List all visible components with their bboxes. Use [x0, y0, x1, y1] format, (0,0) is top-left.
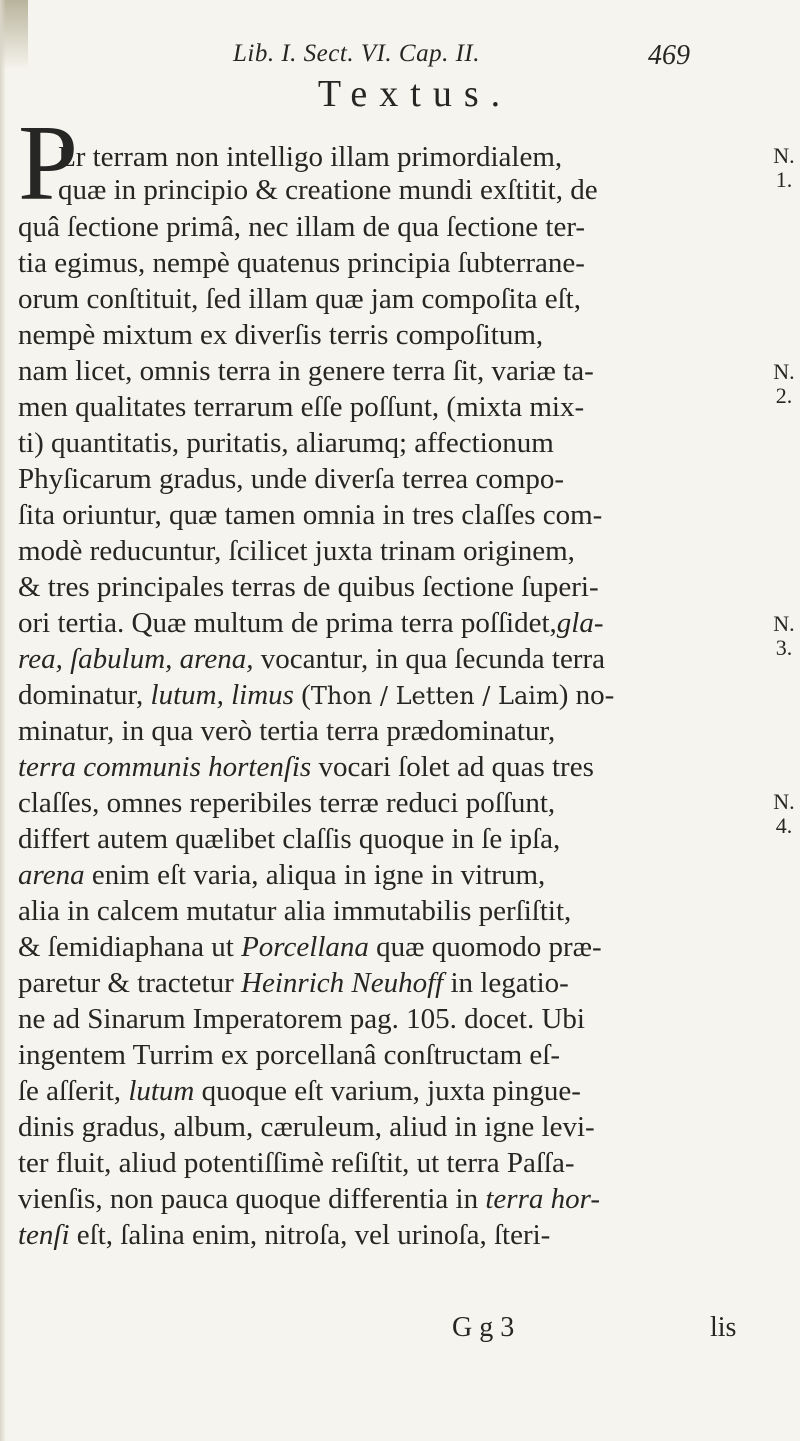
- text-segment: quæ quomodo præ-: [368, 931, 602, 963]
- text-line: ne ad Sinarum Imperatorem pag. 105. docet. Ubi: [18, 1003, 585, 1035]
- marginal-number: 3.: [775, 635, 793, 660]
- text-line: Er terram non intelligo illam primordialem,: [58, 141, 563, 173]
- text-line: claſſes, omnes reperibiles terræ reduci poſſunt,: [18, 787, 556, 819]
- text-segment: paretur & tractetur: [18, 967, 242, 999]
- section-title: Textus.: [317, 73, 513, 115]
- text-segment: eſt, ſalina enim, nitroſa, vel urinoſa, ſteri-: [69, 1219, 551, 1251]
- italic-segment: arena: [18, 859, 85, 891]
- text-line: men qualitates terrarum eſſe poſſunt, (mixta mix-: [18, 391, 585, 423]
- italic-segment: terra hor-: [485, 1183, 600, 1215]
- text-segment: vocantur, in qua ſecunda terra: [253, 643, 605, 675]
- text-segment: & ſemidiaphana ut: [18, 931, 242, 963]
- text-segment: vocari ſolet ad quas tres: [311, 751, 594, 783]
- italic-segment: lutum, limus: [150, 679, 294, 711]
- text-line: [18, 676, 614, 715]
- marginal-note: [768, 360, 800, 408]
- marginal-note: [768, 790, 800, 838]
- text-line: [18, 928, 602, 966]
- text-segment: ſe aſſerit,: [18, 1075, 129, 1107]
- italic-segment: tenſi: [18, 1219, 70, 1251]
- italic-segment: lutum: [128, 1075, 195, 1107]
- text-line: [18, 964, 569, 1002]
- text-line: [18, 640, 605, 678]
- text-line: [18, 604, 604, 642]
- text-line: [18, 1180, 600, 1218]
- drop-cap: P: [18, 104, 79, 223]
- page-number: 469: [648, 40, 690, 71]
- text-segment: quoque eſt varium, juxta pingue-: [194, 1075, 581, 1107]
- text-segment: ) no-: [558, 679, 615, 711]
- marginal-note: [768, 612, 800, 660]
- text-line: [18, 1216, 550, 1254]
- text-line: & tres principales terras de quibus ſectione ſuperi-: [18, 571, 599, 603]
- text-line: ſita oriuntur, quæ tamen omnia in tres claſſes com-: [18, 499, 603, 531]
- text-segment: dominatur,: [18, 679, 151, 711]
- signature-mark: G g 3: [452, 1312, 515, 1343]
- text-line: differt autem quælibet claſſis quoque in ſe ipſa,: [18, 823, 561, 855]
- text-line: Phyſicarum gradus, unde diverſa terrea compo-: [18, 463, 564, 495]
- italic-segment: rea, ſabulum, arena,: [18, 643, 254, 675]
- text-line: [18, 748, 594, 786]
- marginal-number: 1.: [775, 167, 793, 192]
- text-line: minatur, in qua verò tertia terra prædominatur,: [18, 715, 556, 747]
- marginal-note: [768, 144, 800, 192]
- italic-segment: Heinrich Neuhoff: [241, 967, 444, 999]
- text-line: ingentem Turrim ex porcellanâ conſtructam eſ-: [18, 1039, 560, 1071]
- marginal-label: N.: [773, 611, 795, 636]
- italic-segment: Porcellana: [241, 931, 369, 963]
- marginal-number: 2.: [775, 383, 793, 408]
- text-line: nam licet, omnis terra in genere terra ſit, variæ ta-: [18, 355, 594, 387]
- text-line: tia egimus, nempè quatenus principia ſubterrane-: [18, 247, 585, 279]
- marginal-number: 4.: [775, 813, 793, 838]
- running-title: Lib. I. Sect. VI. Cap. II.: [233, 40, 480, 67]
- text-line: modè reducuntur, ſcilicet juxta trinam originem,: [18, 535, 575, 567]
- text-line: dinis gradus, album, cæruleum, aliud in igne levi-: [18, 1111, 595, 1143]
- text-line: alia in calcem mutatur alia immutabilis perſiſtit,: [18, 895, 572, 927]
- text-line: orum conſtituit, ſed illam quæ jam compoſita eſt,: [18, 283, 581, 315]
- marginal-label: N.: [773, 359, 795, 384]
- text-segment: in legatio-: [443, 967, 569, 999]
- text-segment: enim eſt varia, aliqua in igne in vitrum,: [84, 859, 546, 891]
- text-line: [18, 1072, 581, 1110]
- marginal-label: N.: [773, 143, 795, 168]
- fraktur-segment: Thon / Letten / Laim: [310, 682, 559, 710]
- text-line: quâ ſectione primâ, nec illam de qua ſectione ter-: [18, 211, 586, 243]
- text-line: quæ in principio & creatione mundi exſtitit, de: [58, 174, 598, 206]
- italic-segment: terra communis hortenſis: [18, 751, 312, 783]
- text-line: ter fluit, aliud potentiſſimè reſiſtit, ut terra Paſſa-: [18, 1147, 575, 1179]
- page-edge-shadow: [0, 0, 6, 1441]
- text-segment: vienſis, non pauca quoque differentia in: [18, 1183, 486, 1215]
- text-segment: (: [293, 679, 311, 711]
- text-line: [18, 856, 545, 894]
- text-line: ti) quantitatis, puritatis, aliarumq; affectionum: [18, 427, 554, 459]
- italic-segment: gla-: [556, 607, 604, 639]
- catchword: lis: [710, 1312, 737, 1343]
- text-line: nempè mixtum ex diverſis terris compoſitum,: [18, 319, 544, 351]
- text-segment: ori tertia. Quæ multum de prima terra poſſidet,: [18, 607, 557, 639]
- marginal-label: N.: [773, 789, 795, 814]
